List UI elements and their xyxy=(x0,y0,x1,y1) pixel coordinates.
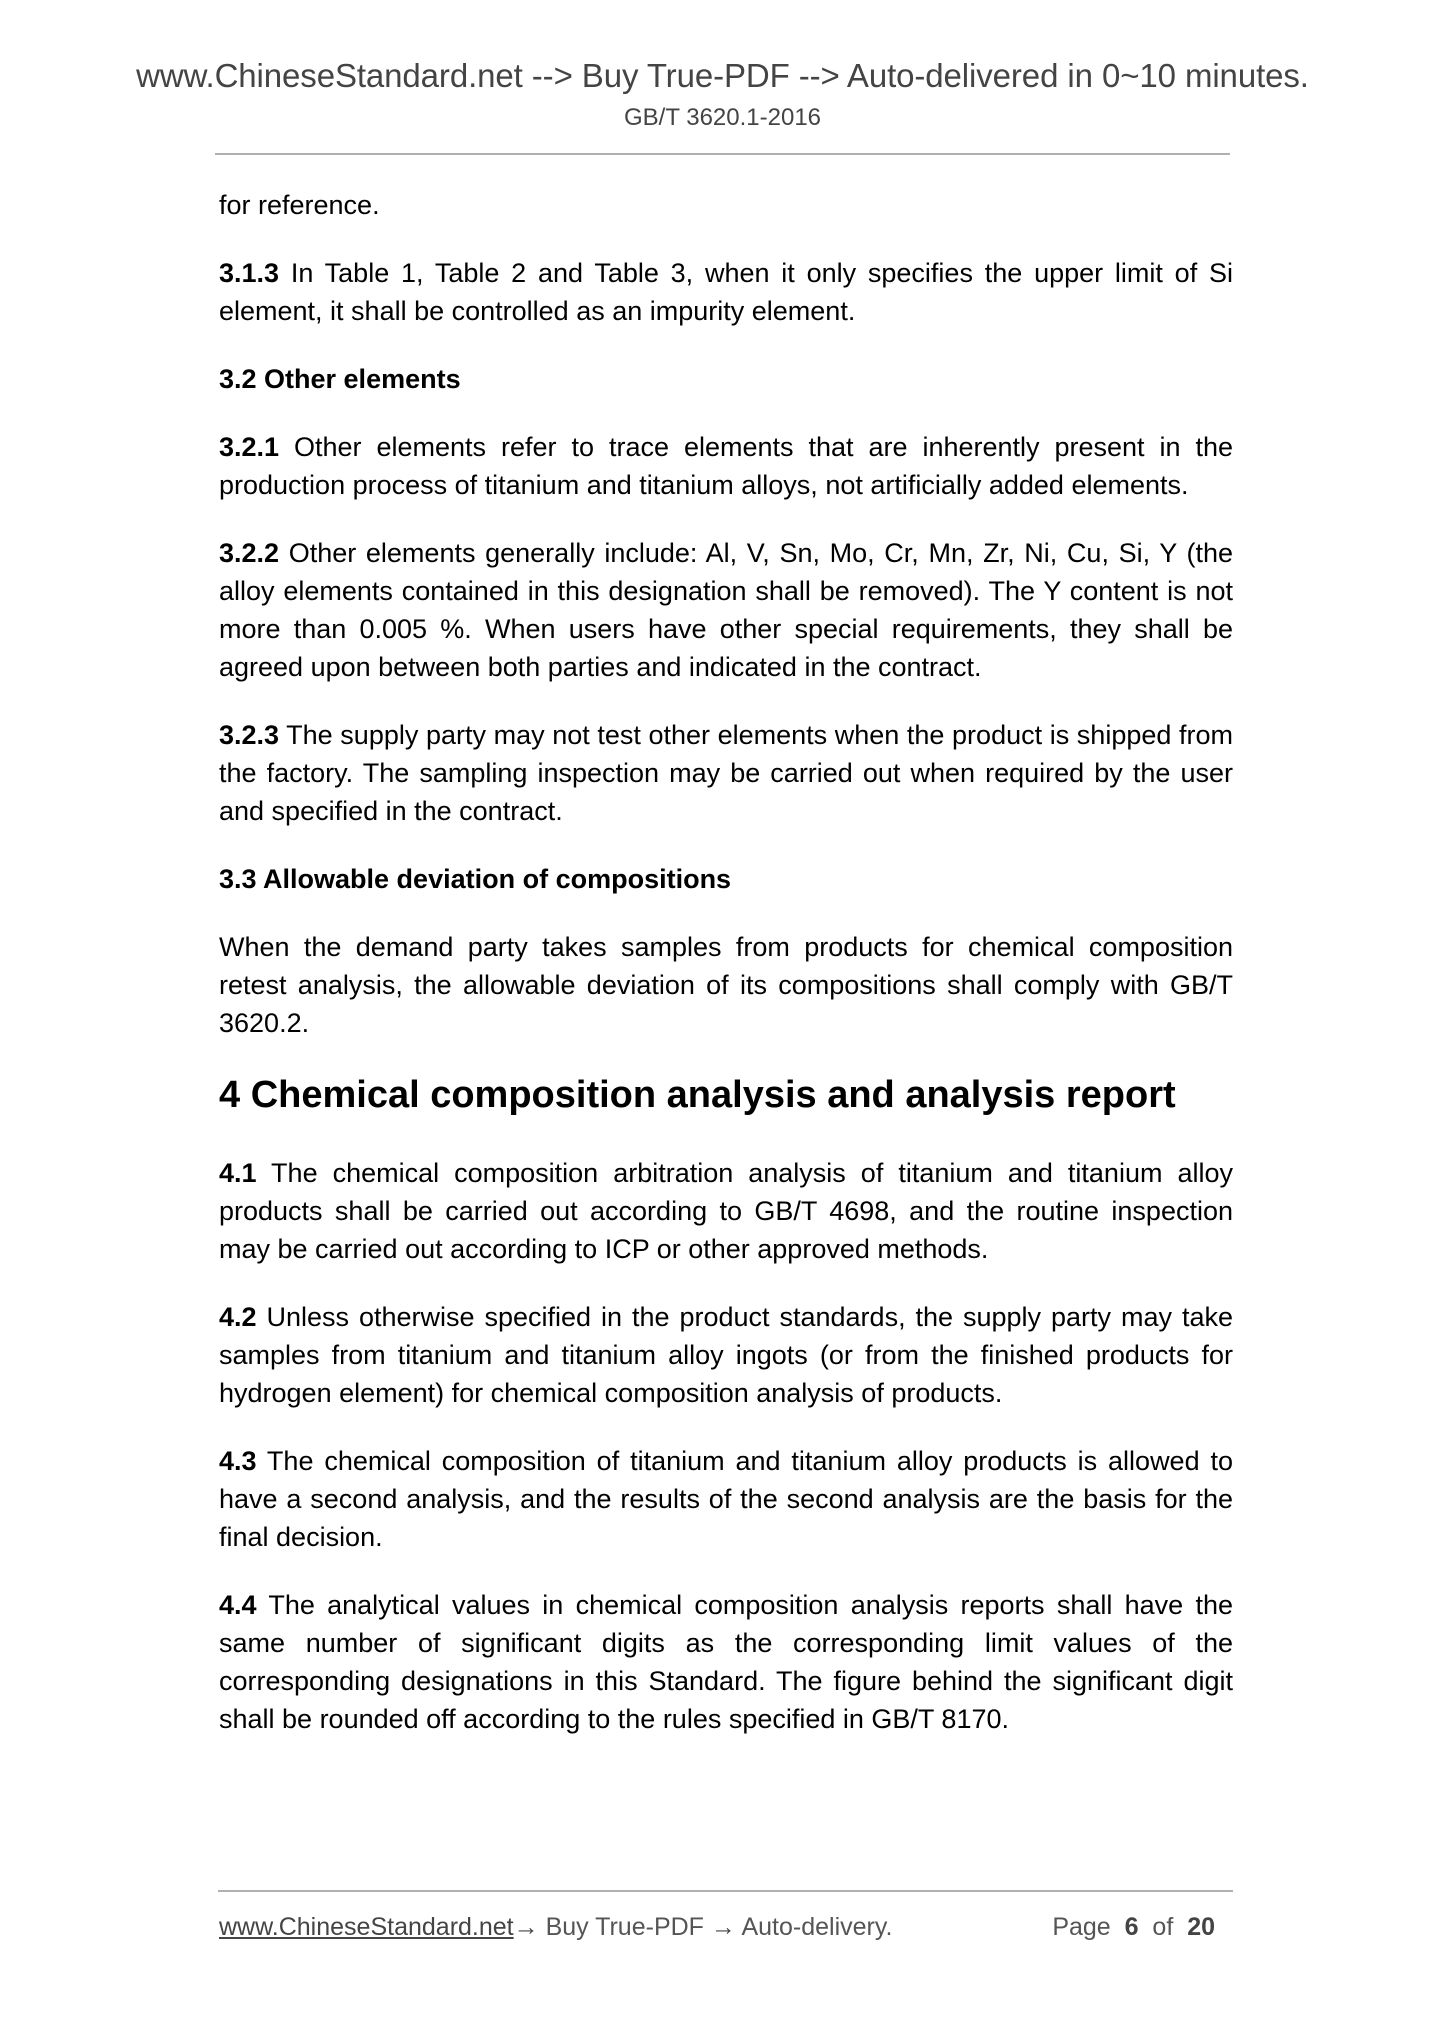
footer-buy-text: Buy True-PDF xyxy=(538,1913,711,1941)
page-content xyxy=(219,186,1233,1768)
page-total: 20 xyxy=(1187,1913,1215,1941)
chapter-heading-4: 4 Chemical composition analysis and analysis report xyxy=(219,1074,1176,1116)
clause-text: Unless otherwise specified in the product standards, the supply party may take samples from titanium and titanium alloy ingots (or from the finished products for hydrogen element) for chemical composition analysis of products. xyxy=(219,1302,1233,1408)
clause-4-3 xyxy=(219,1442,1233,1556)
clause-text: The chemical composition of titanium and titanium alloy products is allowed to have a second analysis, and the results of the second analysis are the basis for the final decision. xyxy=(219,1446,1233,1552)
header-banner: www.ChineseStandard.net --> Buy True-PDF --> Auto-delivered in 0~10 minutes. xyxy=(136,57,1309,94)
clause-text: Other elements refer to trace elements that are inherently present in the production process of titanium and titanium alloys, not artificially added elements. xyxy=(219,432,1233,500)
header-divider xyxy=(215,153,1230,155)
footer-promo xyxy=(219,1911,892,1943)
paragraph-text: When the demand party takes samples from products for chemical composition retest analysis, the allowable deviation of its compositions shall comply with GB/T 3620.2. xyxy=(219,932,1233,1038)
right-arrow-icon: → xyxy=(513,1913,539,1941)
clause-number: 4.4 xyxy=(219,1590,257,1620)
page-current: 6 xyxy=(1124,1913,1139,1941)
clause-number: 3.2.3 xyxy=(219,720,280,750)
clause-text: In Table 1, Table 2 and Table 3, when it only specifies the upper limit of Si element, it shall be controlled as an impurity element. xyxy=(219,258,1233,326)
clause-number: 4.1 xyxy=(219,1158,257,1188)
page-indicator xyxy=(1052,1911,1215,1943)
clause-3-2-2 xyxy=(219,534,1233,686)
site-link[interactable]: www.ChineseStandard.net xyxy=(219,1913,514,1941)
clause-number: 4.2 xyxy=(219,1302,257,1332)
section-heading-3-2: 3.2 Other elements xyxy=(219,364,461,394)
clause-text: The chemical composition arbitration analysis of titanium and titanium alloy products shall be carried out according to GB/T 4698, and the routine inspection may be carried out according to ICP or other approved methods. xyxy=(219,1158,1233,1264)
section-heading-3-3: 3.3 Allowable deviation of compositions xyxy=(219,864,732,894)
paragraph-3-3 xyxy=(219,928,1233,1042)
clause-3-1-3 xyxy=(219,254,1233,330)
clause-4-4 xyxy=(219,1586,1233,1738)
clause-3-2-3 xyxy=(219,716,1233,830)
footer-auto-text: Auto-delivery. xyxy=(735,1913,893,1941)
right-arrow-icon: → xyxy=(710,1913,736,1941)
clause-number: 3.2.1 xyxy=(219,432,280,462)
clause-number: 3.2.2 xyxy=(219,538,280,568)
page-footer xyxy=(219,1911,1215,1943)
clause-4-2 xyxy=(219,1298,1233,1412)
paragraph-continuation xyxy=(219,186,1233,224)
of-label: of xyxy=(1152,1913,1174,1941)
clause-number: 3.1.3 xyxy=(219,258,280,288)
clause-text: Other elements generally include: Al, V, Sn, Mo, Cr, Mn, Zr, Ni, Cu, Si, Y (the alloy elements contained in this designation shall be removed). The Y content is not more than 0.005 %. When users have other special requirements, they shall be agreed upon between both parties and indicated in the contract. xyxy=(219,538,1233,682)
footer-divider xyxy=(218,1890,1233,1892)
page-label: Page xyxy=(1052,1913,1111,1941)
clause-number: 4.3 xyxy=(219,1446,257,1476)
clause-text: The analytical values in chemical composition analysis reports shall have the same number of significant digits as the corresponding limit values of the corresponding designations in this Standard. The figure behind the significant digit shall be rounded off according to the rules specified in GB/T 8170. xyxy=(219,1590,1233,1734)
clause-text: The supply party may not test other elements when the product is shipped from the factory. The sampling inspection may be carried out when required by the user and specified in the contract. xyxy=(219,720,1233,826)
clause-3-2-1 xyxy=(219,428,1233,504)
document-id: GB/T 3620.1-2016 xyxy=(623,104,822,131)
clause-4-1 xyxy=(219,1154,1233,1268)
paragraph-text: for reference. xyxy=(219,190,380,220)
